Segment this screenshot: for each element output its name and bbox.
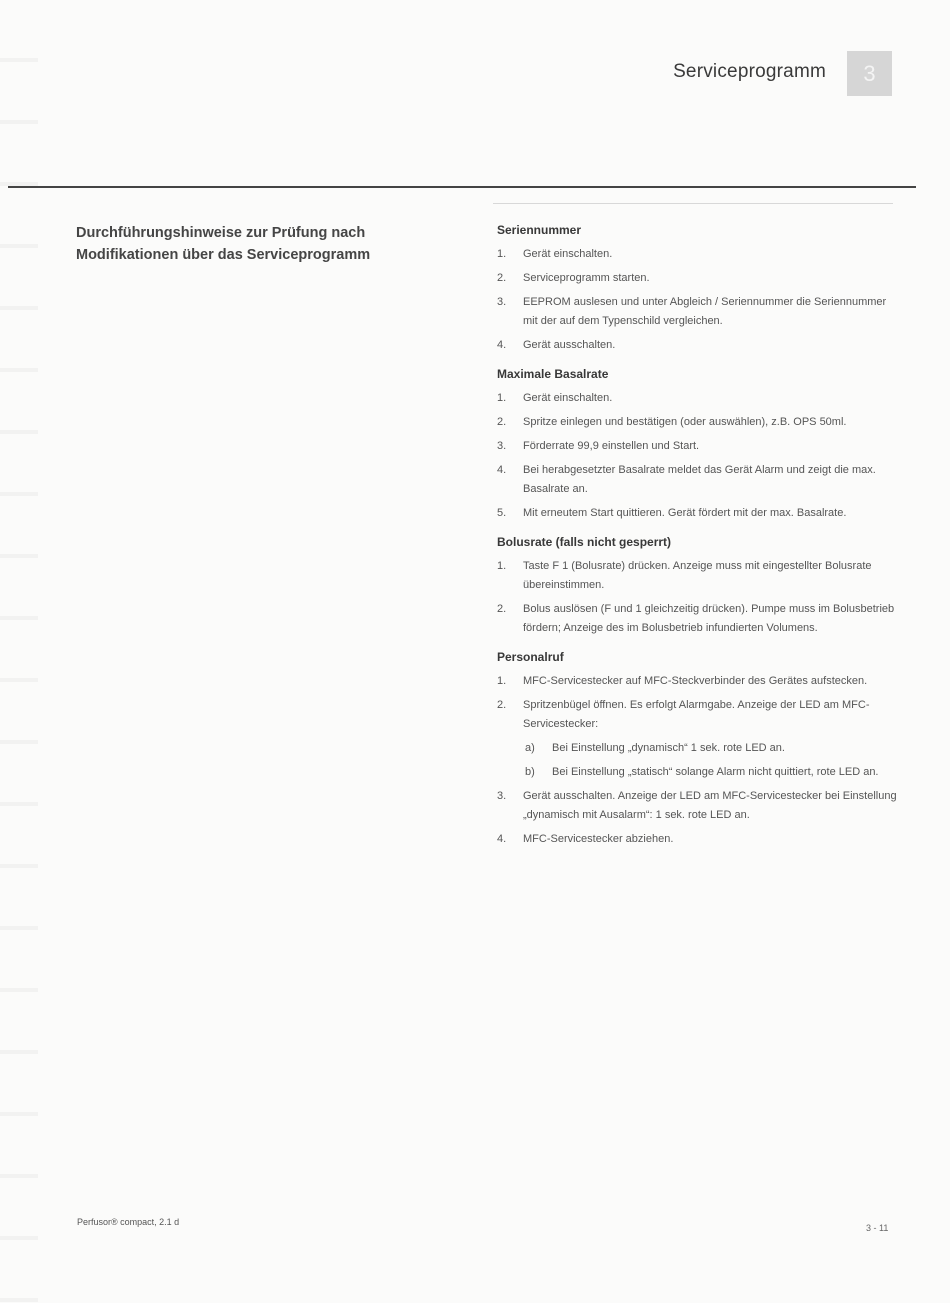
instruction-section [497,533,897,638]
step-text: Gerät einschalten. [523,392,613,404]
step-number: a) [525,742,535,754]
binding-edge [0,0,38,1303]
step-text: Spritzenbügel öffnen. Es erfolgt Alarmgabe. Anzeige der LED am MFC-Servicestecker: [523,699,870,730]
step-text: Taste F 1 (Bolusrate) drücken. Anzeige muss mit eingestellter Bolusrate übereinstimmen. [523,560,872,591]
content-divider [493,203,893,204]
step-number: b) [525,766,535,778]
step-number: 1. [497,560,507,572]
step-text: Gerät ausschalten. Anzeige der LED am MFC-Servicestecker bei Einstellung „dynamisch mit Ausalarm“: 1 sek. rote LED an. [523,790,897,821]
step-item [497,293,897,331]
step-text: Bei Einstellung „statisch“ solange Alarm nicht quittiert, rote LED an. [552,766,879,778]
step-item [497,413,897,432]
step-number: 1. [497,675,507,687]
step-text: Serviceprogramm starten. [523,272,650,284]
step-text: Spritze einlegen und bestätigen (oder auswählen), z.B. OPS 50ml. [523,416,847,428]
section-title: Personalruf [497,650,564,664]
section-heading: Durchführungshinweise zur Prüfung nach Modifikationen über das Serviceprogramm [76,225,371,263]
page-header-title: Serviceprogramm [673,61,826,82]
step-number: 2. [497,272,507,284]
step-text: Bei herabgesetzter Basalrate meldet das Gerät Alarm und zeigt die max. Basalrate an. [523,464,876,495]
step-number: 5. [497,507,507,519]
step-text: Mit erneutem Start quittieren. Gerät fördert mit der max. Basalrate. [523,507,847,519]
step-item [497,336,897,355]
header-divider [8,186,916,188]
instruction-content [497,221,897,859]
step-number: 3. [497,790,507,802]
step-item [497,600,897,638]
step-number: 1. [497,392,507,404]
step-number: 4. [497,833,507,845]
instruction-section [497,365,897,523]
step-item [497,830,897,849]
footer-product: Perfusor® compact, 2.1 d [77,1217,180,1227]
step-number: 4. [497,339,507,351]
step-item [497,787,897,825]
step-text: Bei Einstellung „dynamisch“ 1 sek. rote LED an. [552,742,785,754]
step-number: 3. [497,440,507,452]
step-item [497,504,897,523]
sub-step [525,763,897,782]
step-item [497,557,897,595]
step-text: EEPROM auslesen und unter Abgleich / Seriennummer die Seriennummer mit der auf dem Typenschild vergleichen. [523,296,887,327]
step-text: MFC-Servicestecker auf MFC-Steckverbinder des Gerätes aufstecken. [523,675,868,687]
step-item [497,696,897,734]
chapter-number-box: 3 [847,51,892,96]
section-title: Maximale Basalrate [497,367,609,381]
step-item [497,389,897,408]
section-title: Seriennummer [497,223,582,237]
step-item [497,672,897,691]
step-number: 1. [497,248,507,260]
section-title: Bolusrate (falls nicht gesperrt) [497,535,672,549]
instruction-section [497,648,897,849]
step-item [497,269,897,288]
step-item [497,437,897,456]
step-item [497,461,897,499]
step-text: Gerät einschalten. [523,248,613,260]
step-item [497,245,897,264]
step-number: 3. [497,296,507,308]
step-text: Förderrate 99,9 einstellen und Start. [523,440,700,452]
footer-page-number: 3 - 11 [866,1223,889,1233]
instruction-section [497,221,897,355]
step-number: 2. [497,699,507,711]
step-number: 2. [497,416,507,428]
step-number: 2. [497,603,507,615]
step-number: 4. [497,464,507,476]
step-text: MFC-Servicestecker abziehen. [523,833,674,845]
step-text: Gerät ausschalten. [523,339,616,351]
sub-step [525,739,897,758]
step-text: Bolus auslösen (F und 1 gleichzeitig drücken). Pumpe muss im Bolusbetrieb fördern; Anzeige des im Bolusbetrieb infundierten Volumens. [523,603,895,634]
